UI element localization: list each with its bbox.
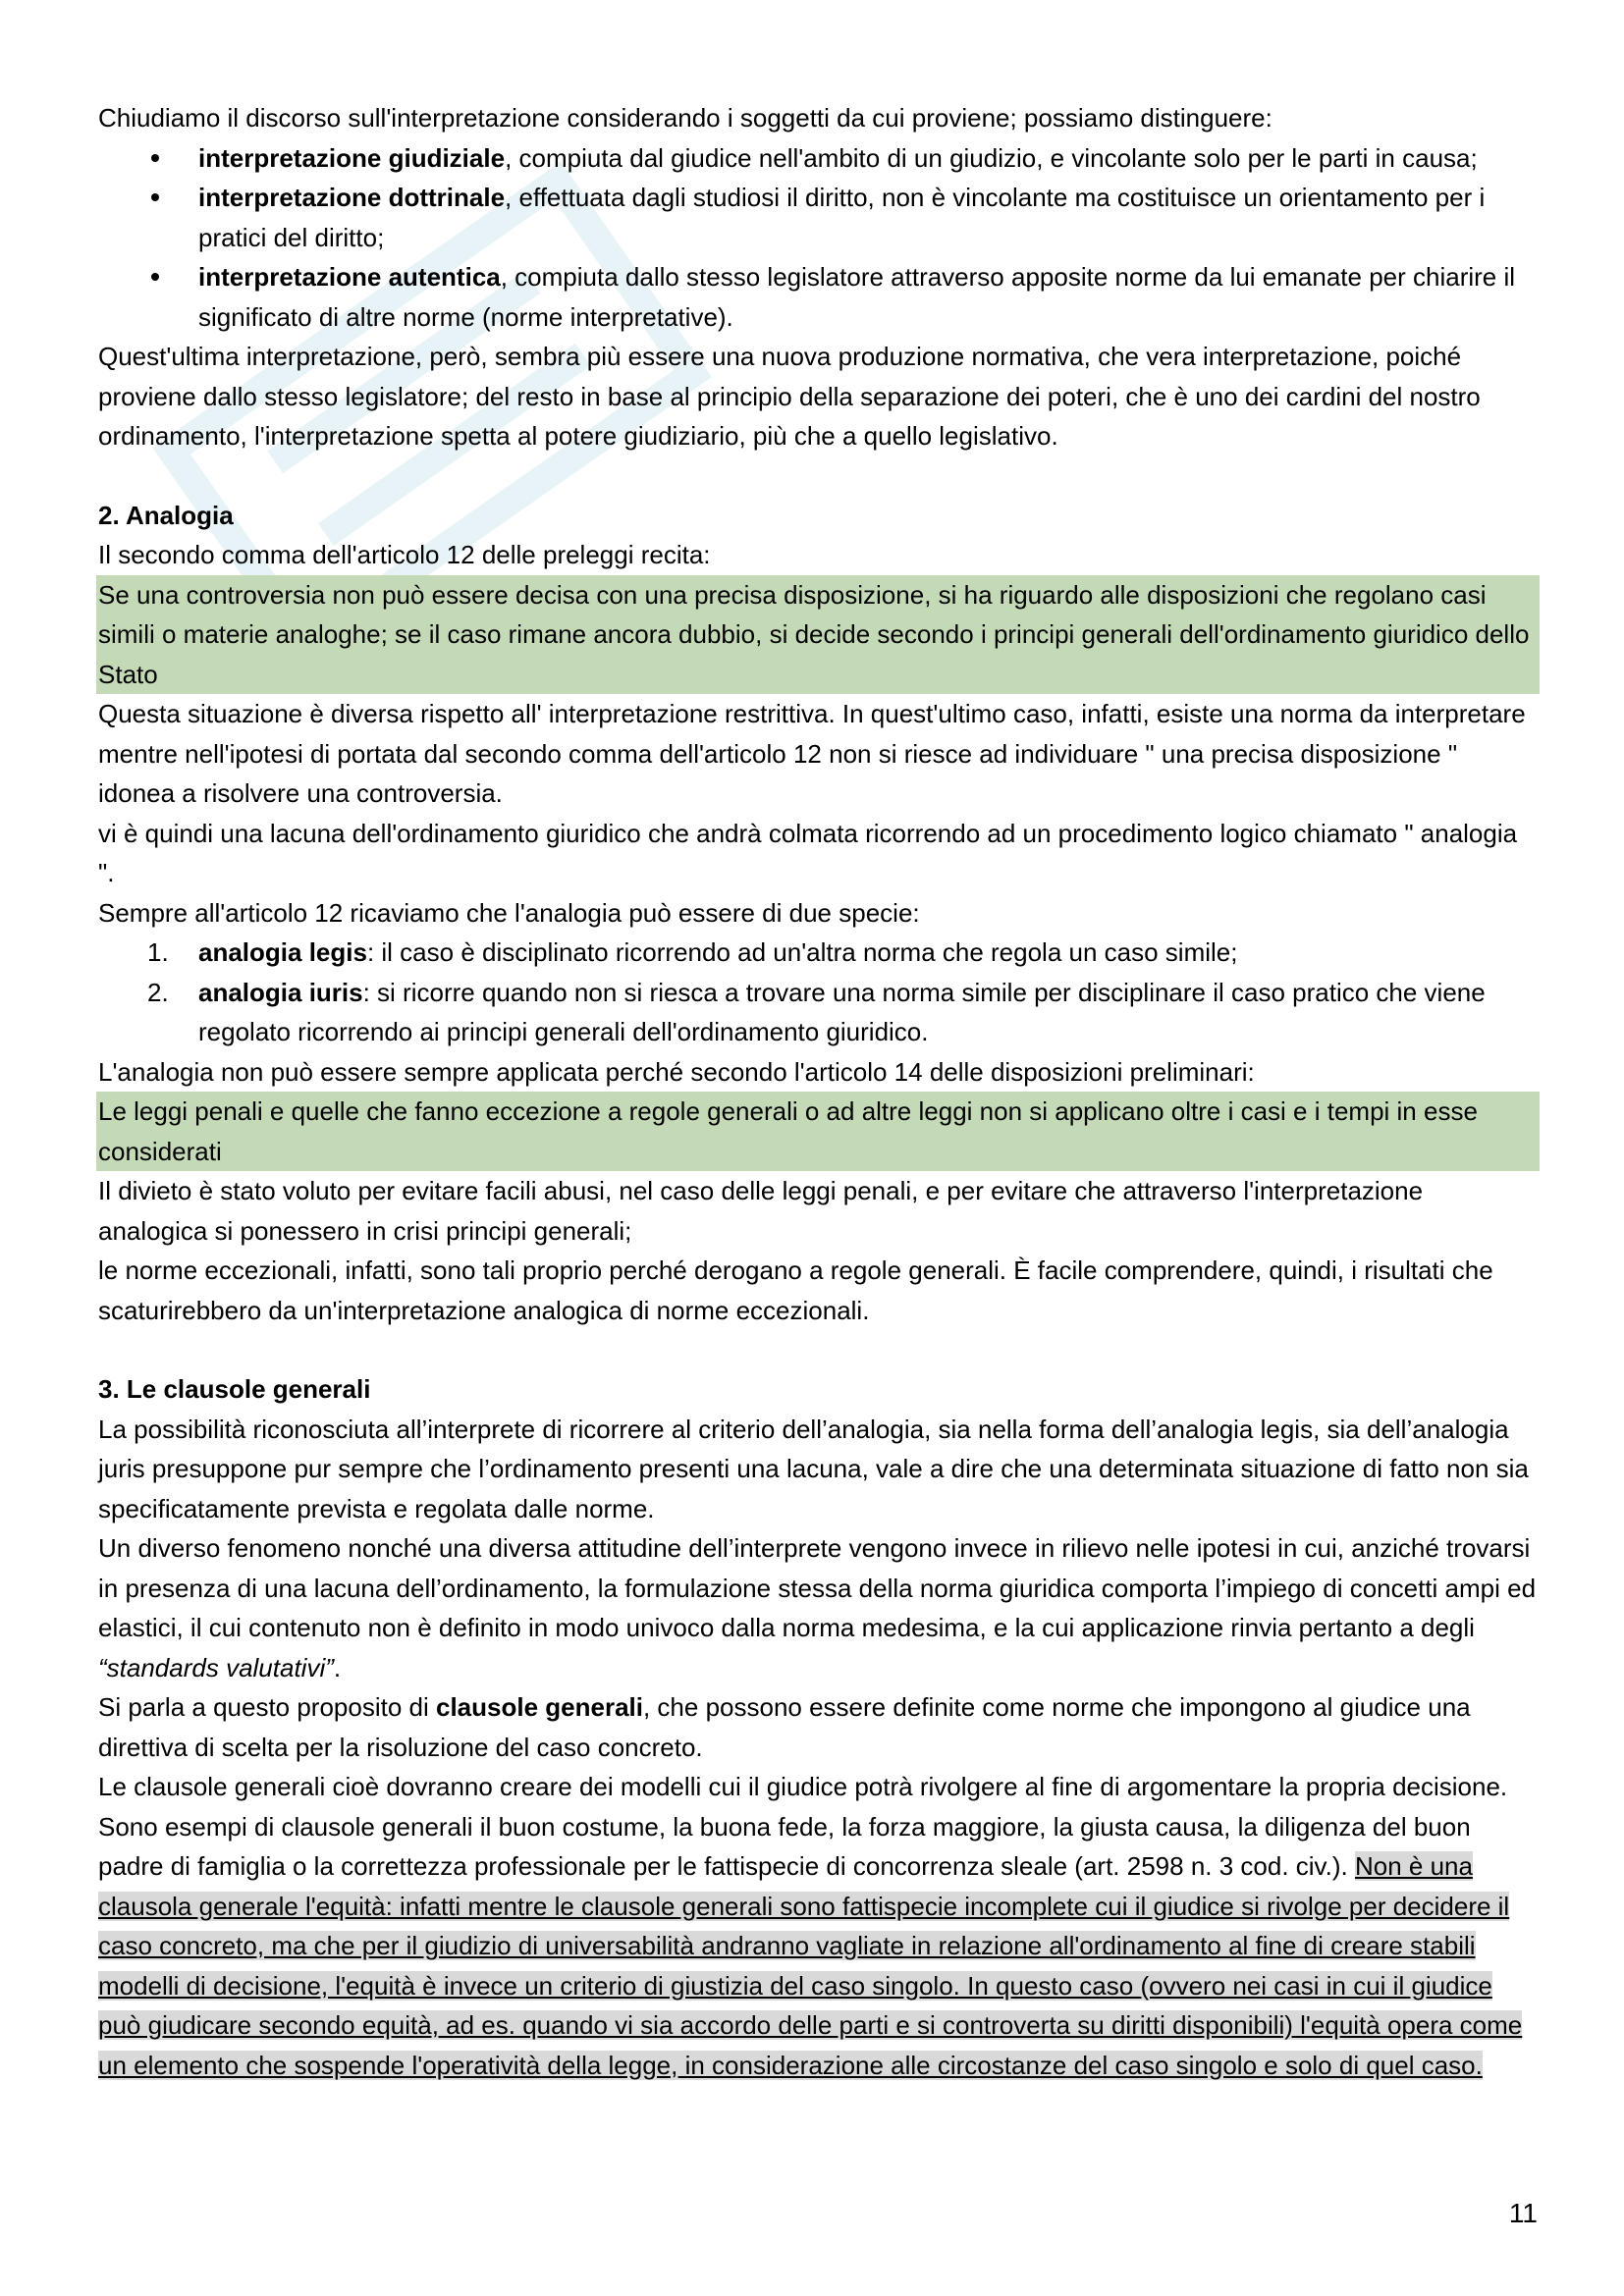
document-page [98, 98, 1538, 2085]
list-text: : si ricorre quando non si riesca a trovare una norma simile per disciplinare il caso pratico che viene regolato ricorrendo ai principi generali dell'ordinamento giuridico. [198, 977, 1486, 1046]
list-number: 2. [147, 977, 169, 1007]
paragraph: Il divieto è stato voluto per evitare facili abusi, nel caso delle leggi penali, e per evitare che attraverso l'interpretazione analogica si ponessero in crisi principi generali; [98, 1176, 1424, 1246]
paragraph: Sempre all'articolo 12 ricaviamo che l'analogia può essere di due specie: [98, 897, 920, 928]
paragraph: le norme eccezionali, infatti, sono tali proprio perché derogano a regole generali. È facile comprendere, quindi, i risultati che scaturirebbero da un'interpretazione analogica di norme eccezionali. [98, 1255, 1493, 1325]
paragraph: Il secondo comma dell'articolo 12 delle preleggi recita: [98, 540, 711, 569]
paragraph: La possibilità riconosciuta all’interprete di ricorrere al criterio dell’analogia, sia nella forma dell’analogia legis, sia dell’analogia juris presuppone pur sempre che l’ordinamento presenti una lacuna, vale a dire che una determinata situazione di fatto non sia specificatamente prevista e regolata dalle norme. [98, 1414, 1529, 1523]
highlighted-quote: Se una controversia non può essere decisa con una precisa disposizione, si ha riguardo alle disposizioni che regolano casi simili o materie analoghe; se il caso rimane ancora dubbio, si decide secondo i principi generali dell'ordinamento giuridico dello Stato [96, 575, 1540, 695]
bullet-text: , compiuta dallo stesso legislatore attraverso apposite norme da lui emanate per chiarire il significato di altre norme (norme interpretative). [198, 262, 1516, 332]
bullet-text: , compiuta dal giudice nell'ambito di un giudizio, e vincolante solo per le parti in causa; [505, 142, 1478, 173]
paragraph: Questa situazione è diversa rispetto all' interpretazione restrittiva. In quest'ultimo caso, infatti, esiste una norma da interpretare mentre nell'ipotesi di portata dal secondo comma dell'articolo 12 non si riesce ad individuare " una precisa disposizione " idonea a risolvere una controversia. [98, 699, 1526, 808]
list-item [98, 178, 1538, 257]
section-heading: 2. Analogia [98, 500, 234, 530]
list-item [98, 933, 1538, 973]
paragraph: Quest'ultima interpretazione, però, sembra più essere una nuova produzione normativa, che vera interpretazione, poiché proviene dallo stesso legislatore; del resto in base al principio della separazione dei poteri, che è uno dei cardini del nostro ordinamento, l'interpretazione spetta al potere giudiziario, più che a quello legislativo. [98, 342, 1481, 451]
page-number: 11 [1508, 2198, 1538, 2228]
paragraph: L'analogia non può essere sempre applicata perché secondo l'articolo 14 delle disposizioni preliminari: [98, 1056, 1255, 1087]
bullet-term: interpretazione dottrinale [198, 183, 506, 212]
paragraph: Un diverso fenomeno nonché una diversa attitudine dell’interprete vengono invece in rilievo nelle ipotesi in cui, anziché trovarsi in presenza di una lacuna dell’ordinamento, la formulazione stessa della norma giuridica comporta l’impiego di concetti ampi ed elastici, il cui contenuto non è definito in modo univoco dalla norma medesima, e la cui applicazione rinvia pertanto a degli “standards valutativi”. [98, 1533, 1537, 1682]
analogy-types-list [98, 933, 1538, 1052]
interpretation-types-list [98, 138, 1538, 338]
section-heading: 3. Le clausole generali [98, 1374, 371, 1404]
paragraph: Le clausole generali cioè dovranno creare dei modelli cui il giudice potrà rivolgere al fine di argomentare la propria decisione. Sono esempi di clausole generali il buon costume, la buona fede, la forza maggiore, la giusta causa, la diligenza del buon padre di famiglia o la correttezza professionale per le fattispecie di concorrenza sleale (art. 2598 n. 3 cod. civ.). Non è una clausola generale l'equità: infatti mentre le clausole generali sono fattispecie incomplete cui il giudice si rivolge per decidere il caso concreto, ma che per il giudizio di universabilità andranno vagliate in relazione all'ordinamento al fine di creare stabili modelli di decisione, l'equità è invece un criterio di giustizia del caso singolo. In questo caso (ovvero nei casi in cui il giudice può giudicare secondo equità, ad es. quando vi sia accordo delle parti e si controverta su diritti disponibili) l'equità opera come un elemento che sospende l'operatività della legge, in considerazione alle circostanze del caso singolo e solo di quel caso. [98, 1772, 1523, 2080]
highlighted-quote: Le leggi penali e quelle che fanno eccezione a regole generali o ad altre leggi non si applicano oltre i casi e i tempi in esse considerati [96, 1092, 1540, 1171]
list-term: analogia legis [198, 937, 367, 967]
list-item [98, 138, 1538, 179]
list-item [98, 973, 1538, 1052]
list-text: : il caso è disciplinato ricorrendo ad un'altra norma che regola un caso simile; [366, 937, 1238, 967]
intro-paragraph: Chiudiamo il discorso sull'interpretazione considerando i soggetti da cui proviene; possiamo distinguere: [98, 103, 1272, 133]
bullet-term: interpretazione giudiziale [198, 142, 506, 173]
paragraph: Si parla a questo proposito di clausole generali, che possono essere definite come norme che impongono al giudice una direttiva di scelta per la risoluzione del caso concreto. [98, 1692, 1471, 1762]
bullet-text: , effettuata dagli studiosi il diritto, non è vincolante ma costituisce un orientamento per i pratici del diritto; [198, 183, 1486, 252]
list-number: 1. [147, 937, 169, 967]
list-item [98, 257, 1538, 337]
paragraph: vi è quindi una lacuna dell'ordinamento giuridico che andrà colmata ricorrendo ad un procedimento logico chiamato " analogia ". [98, 818, 1518, 887]
underlined-highlight: Non è una clausola generale l'equità: infatti mentre le clausole generali sono fattispecie incomplete cui il giudice si rivolge per decidere il caso concreto, ma che per il giudizio di universabilità andranno vagliate in relazione all'ordinamento al fine di creare stabili modelli di decisione, l'equità è invece un criterio di giustizia del caso singolo. In questo caso (ovvero nei casi in cui il giudice può giudicare secondo equità, ad es. quando vi sia accordo delle parti e si controverta su diritti disponibili) l'equità opera come un elemento che sospende l'operatività della legge, in considerazione alle circostanze del caso singolo e solo di quel caso. [98, 1851, 1523, 2080]
bullet-term: interpretazione autentica [198, 262, 501, 292]
list-term: analogia iuris [198, 977, 363, 1007]
